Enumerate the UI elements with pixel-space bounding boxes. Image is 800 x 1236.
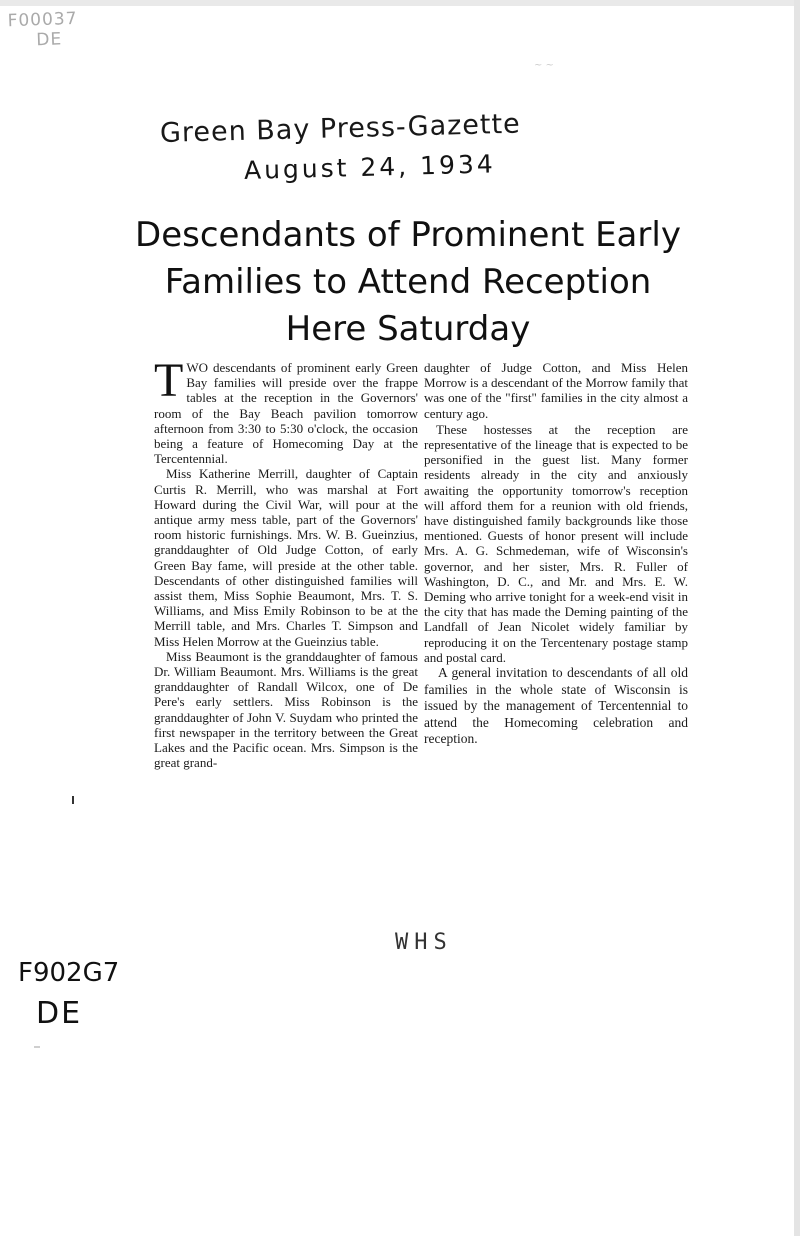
file-code: DE [36, 996, 83, 1031]
drop-cap: T [154, 354, 184, 407]
dot-matrix-stamp: WHS [395, 930, 453, 955]
article-paragraph: These hostesses at the reception are representative of the lineage that is expected to be personified in the guest list. Many former residents already in the city and anxiously awaiting the opportunity tomorrow's reception will afford them for a reunion with old friends, have distinguished family backgrounds like those mentioned. Guests of honor present will include Mrs. A. G. Schmedeman, wife of Wisconsin's governor, and her sister, Mrs. R. Fuller of Washington, D. C., and Mr. and Mrs. E. W. Deming who arrive tonight for a week-end visit in the city that has made the Deming painting of the Landfall of Jean Nicolet widely familiar by reproducing it on the Tercentenary postage stamp and postal card. [424, 421, 688, 665]
article-paragraph: daughter of Judge Cotton, and Miss Helen Morrow is a descendant of the Morrow family that was one of the "first" families in the city almost a century ago. [424, 360, 688, 421]
archive-stamp-line: DE [36, 29, 63, 51]
publication-date: August 24, 1934 [243, 149, 497, 185]
article-lower-block [424, 665, 688, 748]
article-paragraph: Miss Beaumont is the granddaughter of famous Dr. William Beaumont. Mrs. Williams is the great granddaughter of Randall Wilcox, one of De Pere's early settlers. Miss Robinson is the granddaughter of John V. Suydam who printed the first newspaper in the territory between the Great Lakes and the Pacific ocean. Mrs. Simpson is the great grand- [154, 648, 418, 771]
headline: Descendants of Prominent Early Families to Attend Reception Here Saturday [135, 215, 681, 349]
article-paragraph: TWO descendants of prominent early Green Bay families will preside over the frappe tables at the reception in the Governors' room of the Bay Beach pavilion tomorrow afternoon from 3:30 to 5:30 o'clock, the occasion being a feature of Homecoming Day at the Tercentennial. [154, 354, 418, 467]
article-column-1 [154, 354, 418, 771]
file-number: F902G7 [18, 958, 120, 988]
archive-stamp [7, 9, 78, 51]
margin-mark [72, 796, 74, 804]
article-paragraph: A general invitation to descendants of all old families in the whole state of Wisconsin is issued by the management of Tercentennial to attend the Homecoming celebration and reception. [424, 665, 688, 747]
article-column-2 [424, 360, 688, 748]
archive-stamp-line: F00037 [7, 8, 78, 32]
faint-mark: ~ ~ [534, 60, 554, 71]
scan-edge-right [794, 0, 800, 1236]
scan-edge-top [0, 0, 800, 6]
speck [34, 1046, 40, 1048]
article-paragraph: Miss Katherine Merrill, daughter of Captain Curtis R. Merrill, who was marshal at Fort Howard during the Civil War, will pour at the antique army mess table, part of the Governors' room historic furnishings. Mrs. W. B. Gueinzius, granddaughter of Old Judge Cotton, of early Green Bay fame, will preside at the other table. Descendants of other distinguished families will assist them, Miss Sophie Beaumont, Mrs. T. S. Williams, and Miss Emily Robinson to be at the Merrill table, and Mrs. Charles T. Simpson and Miss Helen Morrow at the Gueinzius table. [154, 466, 418, 649]
publication-name: Green Bay Press-Gazette [159, 108, 522, 149]
